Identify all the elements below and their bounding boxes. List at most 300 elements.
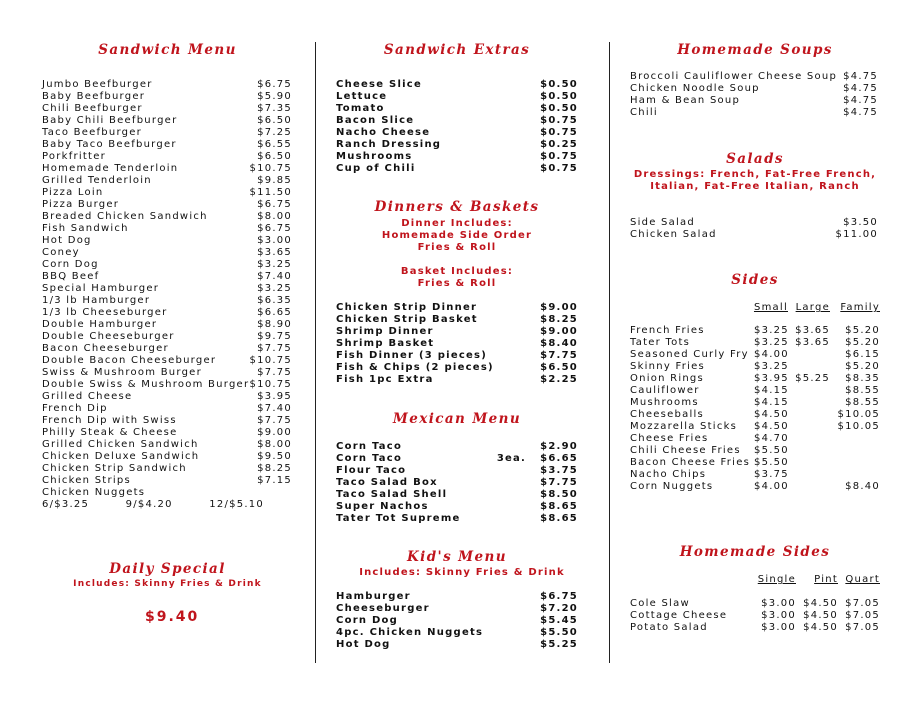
- item-price: $8.00: [257, 439, 292, 450]
- item-price-f: $8.35: [845, 373, 880, 384]
- item-price-s: $3.00: [761, 610, 796, 621]
- item-price: $3.25: [257, 259, 292, 270]
- item-price-s: $3.25: [754, 361, 789, 372]
- item-price: $6.65: [540, 453, 578, 464]
- item-price-s: $4.50: [754, 421, 789, 432]
- item-name: Fish Sandwich: [42, 223, 129, 234]
- menu-item-row: [336, 314, 578, 326]
- item-price: $0.75: [540, 127, 578, 138]
- menu-item-row: [630, 349, 880, 361]
- item-price-f: $8.55: [845, 385, 880, 396]
- item-price: $10.75: [249, 379, 292, 390]
- sides-title: Sides: [731, 272, 779, 288]
- item-name: Corn Taco: [336, 453, 403, 464]
- menu-item-row: [630, 457, 880, 469]
- item-name: Side Salad: [630, 217, 696, 228]
- menu-item-row: [42, 331, 292, 343]
- menu-item-row: [336, 103, 578, 115]
- item-name: Special Hamburger: [42, 283, 160, 294]
- item-name: Bacon Slice: [336, 115, 415, 126]
- item-price: $7.75: [257, 415, 292, 426]
- item-name: Grilled Cheese: [42, 391, 133, 402]
- soups-list: [630, 71, 878, 119]
- item-price-s: $4.50: [754, 409, 789, 420]
- item-name: Nacho Cheese: [336, 127, 431, 138]
- homemade-header-single: Single: [757, 574, 796, 585]
- menu-item-row: [42, 439, 292, 451]
- menu-item-row: [336, 127, 578, 139]
- kids-includes: Includes: Skinny Fries & Drink: [359, 567, 565, 578]
- menu-item-row: [42, 211, 292, 223]
- item-name: Grilled Chicken Sandwich: [42, 439, 199, 450]
- item-price: $9.00: [257, 427, 292, 438]
- menu-item-row: [630, 610, 880, 622]
- item-price: $5.50: [540, 627, 578, 638]
- item-price: $0.75: [540, 163, 578, 174]
- menu-item-row: [42, 187, 292, 199]
- item-price: $6.35: [257, 295, 292, 306]
- menu-item-row: [630, 409, 880, 421]
- item-price: $6.75: [257, 79, 292, 90]
- homemade-sides-header: [630, 574, 880, 586]
- menu-item-row: [42, 199, 292, 211]
- item-name: Chicken Salad: [630, 229, 717, 240]
- item-price: $7.75: [257, 367, 292, 378]
- item-price-l: $3.65: [795, 337, 830, 348]
- menu-item-row: [42, 163, 292, 175]
- item-price: $7.35: [257, 103, 292, 114]
- menu-item-row: [42, 463, 292, 475]
- item-name: Corn Dog: [42, 259, 99, 270]
- nuggets-price-6: 6/$3.25: [42, 499, 90, 510]
- menu-item-row: [336, 374, 578, 386]
- item-price: $0.75: [540, 151, 578, 162]
- item-name: Chicken Strip Sandwich: [42, 463, 187, 474]
- menu-item-row: [42, 427, 292, 439]
- item-price: $8.25: [257, 463, 292, 474]
- item-name: French Dip with Swiss: [42, 415, 177, 426]
- basket-includes-line2: Fries & Roll: [417, 278, 497, 289]
- item-name: Homemade Tenderloin: [42, 163, 179, 174]
- sides-header-family: Family: [840, 302, 880, 313]
- item-name: Fish & Chips (2 pieces): [336, 362, 494, 373]
- item-price: $0.75: [540, 115, 578, 126]
- item-name: Chili: [630, 107, 658, 118]
- item-price-s: $4.15: [754, 397, 789, 408]
- menu-item-row: [336, 91, 578, 103]
- item-name: Shrimp Dinner: [336, 326, 434, 337]
- item-name: Philly Steak & Cheese: [42, 427, 178, 438]
- item-price-l: [788, 421, 830, 433]
- item-name: Potato Salad: [630, 622, 708, 633]
- sides-header-large: Large: [795, 302, 830, 313]
- nuggets-prices: [42, 499, 264, 511]
- item-price-l: [788, 361, 830, 373]
- menu-item-row: [630, 361, 880, 373]
- item-price-s: $3.95: [754, 373, 789, 384]
- item-price-l: $4.50: [803, 622, 838, 633]
- menu-item-row: [42, 103, 292, 115]
- nuggets-price-9: 9/$4.20: [125, 499, 173, 510]
- item-price-f: [830, 445, 880, 457]
- item-name: 4pc. Chicken Nuggets: [336, 627, 484, 638]
- daily-special-title: Daily Special: [109, 561, 226, 577]
- menu-item-row: [42, 295, 292, 307]
- menu-item-row: [42, 415, 292, 427]
- item-name: Pizza Loin: [42, 187, 104, 198]
- salad-dressings-line2: Italian, Fat-Free Italian, Ranch: [650, 181, 860, 192]
- item-price-s: $4.00: [754, 481, 789, 492]
- menu-item-row: [630, 433, 880, 445]
- item-price: $8.65: [540, 501, 578, 512]
- dinner-includes-line3: Fries & Roll: [417, 242, 497, 253]
- item-price: $4.75: [843, 71, 878, 82]
- item-name: Fish Dinner (3 pieces): [336, 350, 488, 361]
- menu-item-row: [630, 325, 880, 337]
- menu-item-row: [630, 373, 880, 385]
- menu-item-row: [42, 139, 292, 151]
- menu-item-row: [42, 271, 292, 283]
- basket-includes-line1: Basket Includes:: [400, 266, 514, 277]
- item-price: $4.75: [843, 107, 878, 118]
- menu-item-row: [336, 441, 578, 453]
- menu-item-row: [630, 421, 880, 433]
- item-name: Breaded Chicken Sandwich: [42, 211, 208, 222]
- item-price-f: $7.05: [845, 610, 880, 621]
- menu-item-row: [42, 355, 292, 367]
- menu-item-row: [336, 639, 578, 651]
- item-price: $9.00: [540, 302, 578, 313]
- item-price: $0.50: [540, 103, 578, 114]
- menu-item-row: [42, 175, 292, 187]
- item-price-s: $3.00: [761, 622, 796, 633]
- menu-item-row: [630, 217, 878, 229]
- item-name: French Dip: [42, 403, 108, 414]
- item-price: $7.75: [257, 343, 292, 354]
- item-name: Fish 1pc Extra: [336, 374, 434, 385]
- item-price: $5.45: [540, 615, 578, 626]
- item-price-f: $10.05: [837, 421, 880, 432]
- item-name: Flour Taco: [336, 465, 407, 476]
- menu-item-row: [42, 127, 292, 139]
- item-name: Cheeseballs: [630, 409, 704, 420]
- item-price: $8.25: [540, 314, 578, 325]
- menu-item-row: [336, 139, 578, 151]
- menu-item-row: [336, 627, 578, 639]
- item-price-l: [788, 349, 830, 361]
- item-name: Hamburger: [336, 591, 411, 602]
- item-price-s: $3.75: [754, 469, 789, 480]
- item-price-f: $8.55: [845, 397, 880, 408]
- menu-item-row: [630, 469, 880, 481]
- item-price: $6.55: [257, 139, 292, 150]
- sandwich-extras-title: Sandwich Extras: [383, 42, 531, 58]
- item-price: $6.75: [257, 223, 292, 234]
- item-price-s: $3.00: [761, 598, 796, 609]
- item-price: $8.50: [540, 489, 578, 500]
- item-name: BBQ Beef: [42, 271, 100, 282]
- menu-item-row: [42, 475, 292, 487]
- menu-item-row: [336, 302, 578, 314]
- item-name: Cheeseburger: [336, 603, 430, 614]
- item-price: $7.40: [257, 271, 292, 282]
- menu-item-row: [630, 385, 880, 397]
- mexican-list: [336, 441, 578, 525]
- menu-item-row: [42, 79, 292, 91]
- item-name: Jumbo Beefburger: [42, 79, 153, 90]
- menu-item-row: [42, 223, 292, 235]
- kids-list: [336, 591, 578, 651]
- item-price: $10.75: [249, 163, 292, 174]
- item-name: Taco Beefburger: [42, 127, 143, 138]
- item-price-l: [788, 385, 830, 397]
- item-price-f: $5.20: [845, 361, 880, 372]
- dinners-title: Dinners & Baskets: [374, 199, 540, 215]
- item-price-l: [788, 433, 830, 445]
- menu-item-row: [42, 451, 292, 463]
- item-price-f: $7.05: [845, 598, 880, 609]
- item-price-l: $3.65: [795, 325, 830, 336]
- menu-item-row: [336, 615, 578, 627]
- item-name: Chicken Nuggets: [42, 487, 146, 498]
- item-name: Swiss & Mushroom Burger: [42, 367, 202, 378]
- item-name: Double Cheeseburger: [42, 331, 175, 342]
- item-price-f: $5.20: [845, 325, 880, 336]
- item-name: Chili Beefburger: [42, 103, 143, 114]
- item-price-l: $4.50: [803, 610, 838, 621]
- item-price-l: [788, 469, 830, 481]
- item-name: Ham & Bean Soup: [630, 95, 741, 106]
- item-name: Chicken Noodle Soup: [630, 83, 760, 94]
- menu-item-row: [42, 151, 292, 163]
- sides-header: [630, 302, 880, 314]
- item-price: $7.25: [257, 127, 292, 138]
- menu-item-row: [630, 71, 878, 83]
- item-price: $0.50: [540, 91, 578, 102]
- menu-item-row: [630, 83, 878, 95]
- homemade-header-pint: Pint: [814, 574, 838, 585]
- menu-item-row: [336, 338, 578, 350]
- item-name: Tomato: [336, 103, 385, 114]
- menu-item-row: [336, 453, 578, 465]
- sandwich-menu-list: [42, 79, 292, 499]
- item-name: Chicken Strip Dinner: [336, 302, 478, 313]
- item-name: Super Nachos: [336, 501, 429, 512]
- item-price: $4.75: [843, 95, 878, 106]
- mexican-title: Mexican Menu: [392, 411, 522, 427]
- item-price: $7.75: [540, 477, 578, 488]
- item-name: Tater Tot Supreme: [336, 513, 461, 524]
- item-price-f: $6.15: [845, 349, 880, 360]
- item-name: Shrimp Basket: [336, 338, 435, 349]
- kids-menu-title: Kid's Menu: [407, 549, 507, 565]
- item-price-f: [830, 433, 880, 445]
- salads-title: Salads: [726, 151, 784, 167]
- item-name: Corn Nuggets: [630, 481, 714, 492]
- item-price: $6.65: [257, 307, 292, 318]
- item-qty: 3ea.: [496, 453, 527, 464]
- item-name: Corn Dog: [336, 615, 399, 626]
- item-price: $4.75: [843, 83, 878, 94]
- menu-item-row: [42, 391, 292, 403]
- item-price-s: $5.50: [754, 457, 789, 468]
- item-price: $11.00: [835, 229, 878, 240]
- menu-item-row: [42, 319, 292, 331]
- menu-item-row: [42, 115, 292, 127]
- menu-item-row: [336, 513, 578, 525]
- menu-item-row: [630, 337, 880, 349]
- soups-title: Homemade Soups: [677, 42, 833, 58]
- menu-item-row: [336, 501, 578, 513]
- dinner-includes-line2: Homemade Side Order: [381, 230, 533, 241]
- menu-item-row: [336, 465, 578, 477]
- item-price-s: $5.50: [754, 445, 789, 456]
- item-price: $6.50: [257, 151, 292, 162]
- item-price-l: [788, 481, 830, 493]
- item-price: $6.75: [257, 199, 292, 210]
- item-price: $7.15: [257, 475, 292, 486]
- item-name: Hot Dog: [336, 639, 391, 650]
- item-name: Porkfritter: [42, 151, 106, 162]
- item-price-f: $10.05: [837, 409, 880, 420]
- menu-item-row: [336, 489, 578, 501]
- salads-list: [630, 217, 878, 241]
- item-price: $3.00: [257, 235, 292, 246]
- menu-item-row: [42, 367, 292, 379]
- item-name: Cole Slaw: [630, 598, 690, 609]
- item-price-s: $4.70: [754, 433, 789, 444]
- item-name: Taco Salad Box: [336, 477, 438, 488]
- item-price-s: $4.00: [754, 349, 789, 360]
- menu-item-row: [42, 235, 292, 247]
- item-price: $9.85: [257, 175, 292, 186]
- item-price: $2.25: [540, 374, 578, 385]
- item-name: Cottage Cheese: [630, 610, 728, 621]
- item-price: $7.40: [257, 403, 292, 414]
- item-price-l: [788, 457, 830, 469]
- menu-item-row: [336, 603, 578, 615]
- menu-item-row: [42, 283, 292, 295]
- item-name: Baby Taco Beefburger: [42, 139, 177, 150]
- item-price: $11.50: [249, 187, 292, 198]
- item-name: Onion Rings: [630, 373, 704, 384]
- dinner-includes-line1: Dinner Includes:: [401, 218, 513, 229]
- item-price-f: [830, 469, 880, 481]
- sandwich-menu-title: Sandwich Menu: [98, 42, 237, 58]
- item-price-l: [788, 409, 830, 421]
- daily-special-includes: Includes: Skinny Fries & Drink: [73, 579, 262, 589]
- menu-item-row: [336, 151, 578, 163]
- salad-dressings-line1: Dressings: French, Fat-Free French,: [633, 169, 877, 180]
- item-name: 1/3 lb Hamburger: [42, 295, 151, 306]
- menu-item-row: [336, 163, 578, 175]
- menu-item-row: [42, 91, 292, 103]
- item-price: $10.75: [249, 355, 292, 366]
- item-price: $3.25: [257, 283, 292, 294]
- item-price-l: $4.50: [803, 598, 838, 609]
- item-name: 1/3 lb Cheeseburger: [42, 307, 168, 318]
- item-name: Chicken Strip Basket: [336, 314, 478, 325]
- menu-item-row: [42, 403, 292, 415]
- item-price: $0.25: [540, 139, 578, 150]
- menu-item-row: [336, 350, 578, 362]
- item-name: Cup of Chili: [336, 163, 416, 174]
- item-price: $2.90: [540, 441, 578, 452]
- item-price-l: [788, 445, 830, 457]
- menu-item-row: [630, 445, 880, 457]
- item-price: $3.75: [540, 465, 578, 476]
- item-name: Hot Dog: [42, 235, 92, 246]
- column-divider-right: [609, 42, 610, 663]
- item-name: Corn Taco: [336, 441, 403, 452]
- item-name: French Fries: [630, 325, 705, 336]
- item-price: $6.50: [540, 362, 578, 373]
- menu-item-row: [336, 362, 578, 374]
- item-name: Ranch Dressing: [336, 139, 442, 150]
- menu-item-row: [336, 591, 578, 603]
- item-price: $8.90: [257, 319, 292, 330]
- menu-item-row: [42, 343, 292, 355]
- item-name: Chicken Strips: [42, 475, 131, 486]
- item-price: $9.50: [257, 451, 292, 462]
- item-price: $9.75: [257, 331, 292, 342]
- item-name: Baby Beefburger: [42, 91, 146, 102]
- menu-item-row: [630, 107, 878, 119]
- item-name: Nacho Chips: [630, 469, 707, 480]
- daily-special-price: $9.40: [145, 609, 200, 625]
- item-name: Chili Cheese Fries: [630, 445, 741, 456]
- item-price-s: $3.25: [754, 337, 789, 348]
- sandwich-extras-list: [336, 79, 578, 175]
- menu-item-row: [42, 379, 292, 391]
- homemade-sides-list: [630, 598, 880, 634]
- sides-header-small: Small: [753, 302, 788, 313]
- homemade-header-quart: Quart: [845, 574, 880, 585]
- item-name: Mushrooms: [336, 151, 413, 162]
- menu-item-row: [630, 397, 880, 409]
- item-price-f: $7.05: [845, 622, 880, 633]
- item-name: Seasoned Curly Fry: [630, 349, 749, 360]
- item-name: Bacon Cheese Fries: [630, 457, 751, 468]
- item-price-f: $8.40: [845, 481, 880, 492]
- item-price-s: $4.15: [754, 385, 789, 396]
- item-name: Cheese Fries: [630, 433, 709, 444]
- item-name: Skinny Fries: [630, 361, 705, 372]
- menu-item-row: [630, 229, 878, 241]
- dinners-list: [336, 302, 578, 386]
- item-price: $3.50: [843, 217, 878, 228]
- item-name: Bacon Cheeseburger: [42, 343, 169, 354]
- item-name: Mushrooms: [630, 397, 699, 408]
- item-name: Taco Salad Shell: [336, 489, 448, 500]
- item-name: Lettuce: [336, 91, 388, 102]
- item-price-s: $3.25: [754, 325, 789, 336]
- item-name: Baby Chili Beefburger: [42, 115, 178, 126]
- menu-item-row: [630, 622, 880, 634]
- sides-list: [630, 325, 880, 493]
- item-price-f: $5.20: [845, 337, 880, 348]
- item-price-f: [830, 457, 880, 469]
- item-price: $7.20: [540, 603, 578, 614]
- item-price: $3.65: [257, 247, 292, 258]
- item-name: Cauliflower: [630, 385, 700, 396]
- item-price: $9.00: [540, 326, 578, 337]
- menu-item-row: [42, 307, 292, 319]
- item-price: $7.75: [540, 350, 578, 361]
- item-name: Double Hamburger: [42, 319, 158, 330]
- item-price: $6.50: [257, 115, 292, 126]
- item-price: $5.90: [257, 91, 292, 102]
